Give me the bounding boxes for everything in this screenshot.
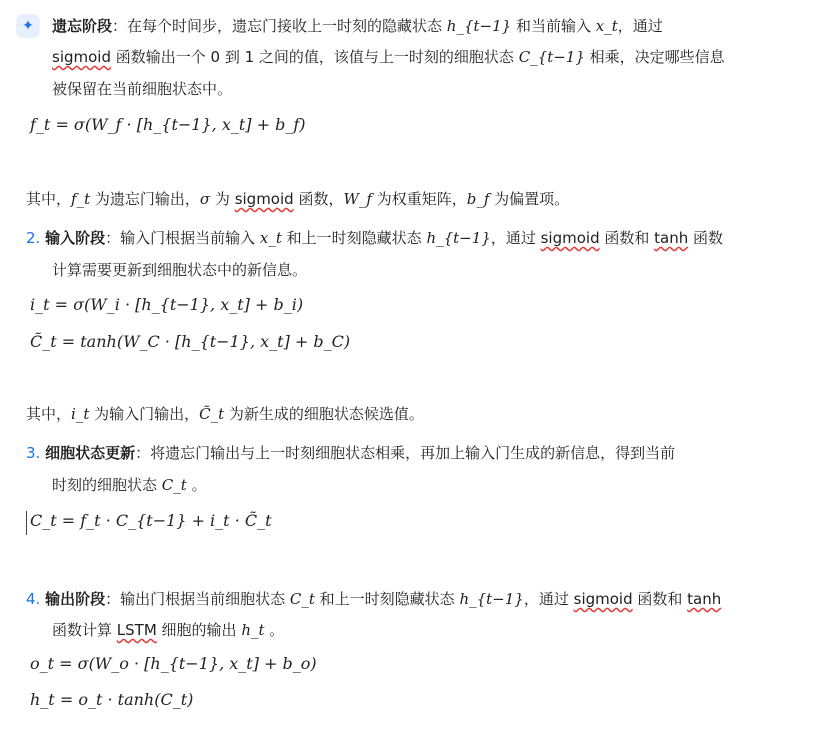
equation: C_t = f_t · C_{t−1} + i_t · C̃_t xyxy=(30,511,272,530)
text: 函数和 xyxy=(632,590,688,608)
item-1-title: 遗忘阶段 xyxy=(52,17,113,35)
item-1-line-3 xyxy=(52,77,232,101)
text: 函数输出一个 0 到 1 之间的值，该值与上一时刻的细胞状态 xyxy=(110,48,519,66)
spellcheck-word[interactable]: tanh xyxy=(654,229,689,247)
text: 被保留在当前细胞状态中。 xyxy=(52,80,233,98)
spellcheck-word[interactable]: sigmoid xyxy=(540,229,600,247)
math: h_{t−1} xyxy=(446,17,512,35)
list-number: 2. xyxy=(26,229,41,247)
text: 为 xyxy=(210,190,235,208)
math: C_{t−1} xyxy=(518,48,585,66)
spellcheck-word[interactable]: LSTM xyxy=(116,621,157,639)
text: 和当前输入 xyxy=(511,17,596,35)
text-cursor xyxy=(26,511,27,535)
text: 为新生成的细胞状态候选值。 xyxy=(224,405,424,423)
item-1-line-2 xyxy=(52,45,725,69)
math: x_t xyxy=(595,17,618,35)
math: C̃_t xyxy=(199,405,225,423)
list-number: 4. xyxy=(26,590,41,608)
math: W_f xyxy=(343,190,372,208)
math: C_t xyxy=(289,590,315,608)
text: ：输出门根据当前细胞状态 xyxy=(105,590,290,608)
equation: i_t = σ(W_i · [h_{t−1}, x_t] + b_i) xyxy=(30,295,304,314)
item-2-title: 输入阶段 xyxy=(45,229,106,247)
spellcheck-word[interactable]: sigmoid xyxy=(52,48,111,66)
item-3-line-1 xyxy=(26,441,675,465)
text: ：输入门根据当前输入 xyxy=(105,229,260,247)
item-3-line-2 xyxy=(52,473,207,497)
text: 时刻的细胞状态 xyxy=(52,476,162,494)
math: f_t xyxy=(71,190,91,208)
math: h_{t−1} xyxy=(459,590,524,608)
equation: o_t = σ(W_o · [h_{t−1}, x_t] + b_o) xyxy=(30,654,317,673)
math: x_t xyxy=(259,229,282,247)
text: 其中， xyxy=(26,405,72,423)
spellcheck-word[interactable]: sigmoid xyxy=(573,590,633,608)
math: b_f xyxy=(466,190,490,208)
item-2-line-2 xyxy=(52,258,307,282)
item-1-line-1 xyxy=(52,14,663,38)
equation: h_t = o_t · tanh(C_t) xyxy=(30,690,194,709)
text: 。 xyxy=(264,621,285,639)
text: 函数和 xyxy=(599,229,655,247)
list-number: 3. xyxy=(26,444,41,462)
text: ，通过 xyxy=(490,229,541,247)
item-4-line-1 xyxy=(26,587,721,611)
text: 。 xyxy=(186,476,207,494)
item-1-note xyxy=(26,187,569,211)
text: 其中， xyxy=(26,190,72,208)
spellcheck-word[interactable]: sigmoid xyxy=(234,190,294,208)
text: 计算需要更新到细胞状态中的新信息。 xyxy=(52,261,308,279)
text: 和上一时刻隐藏状态 xyxy=(314,590,460,608)
equation: f_t = σ(W_f · [h_{t−1}, x_t] + b_f) xyxy=(30,115,306,134)
text: 函数计算 xyxy=(52,621,117,639)
item-2-line-1 xyxy=(26,226,723,250)
text: 为遗忘门输出， xyxy=(90,190,200,208)
text: ，通过 xyxy=(523,590,574,608)
math: C_t xyxy=(161,476,187,494)
item-2-note xyxy=(26,402,424,426)
item-3-title: 细胞状态更新 xyxy=(45,444,136,462)
text: 为输入门输出， xyxy=(89,405,200,423)
text: 函数， xyxy=(293,190,344,208)
text: 和上一时刻隐藏状态 xyxy=(281,229,427,247)
text: 函数 xyxy=(688,229,724,247)
math: σ xyxy=(199,190,211,208)
math: h_t xyxy=(241,621,265,639)
text: 为权重矩阵， xyxy=(371,190,467,208)
equation: C̃_t = tanh(W_C · [h_{t−1}, x_t] + b_C) xyxy=(30,332,351,351)
spellcheck-word[interactable]: tanh xyxy=(687,590,722,608)
text: ，通过 xyxy=(617,17,663,35)
text: 细胞的输出 xyxy=(156,621,242,639)
item-4-title: 输出阶段 xyxy=(45,590,106,608)
math: h_{t−1} xyxy=(426,229,491,247)
text: 为偏置项。 xyxy=(489,190,570,208)
item-4-line-2 xyxy=(52,618,284,642)
math: i_t xyxy=(71,405,90,423)
text: 相乘，决定哪些信息 xyxy=(584,48,725,66)
text: ：在每个时间步，遗忘门接收上一时刻的隐藏状态 xyxy=(112,17,447,35)
text: ：将遗忘门输出与上一时刻细胞状态相乘，再加上输入门生成的新信息，得到当前 xyxy=(135,444,676,462)
sparkle-icon: ✦ xyxy=(16,14,40,38)
